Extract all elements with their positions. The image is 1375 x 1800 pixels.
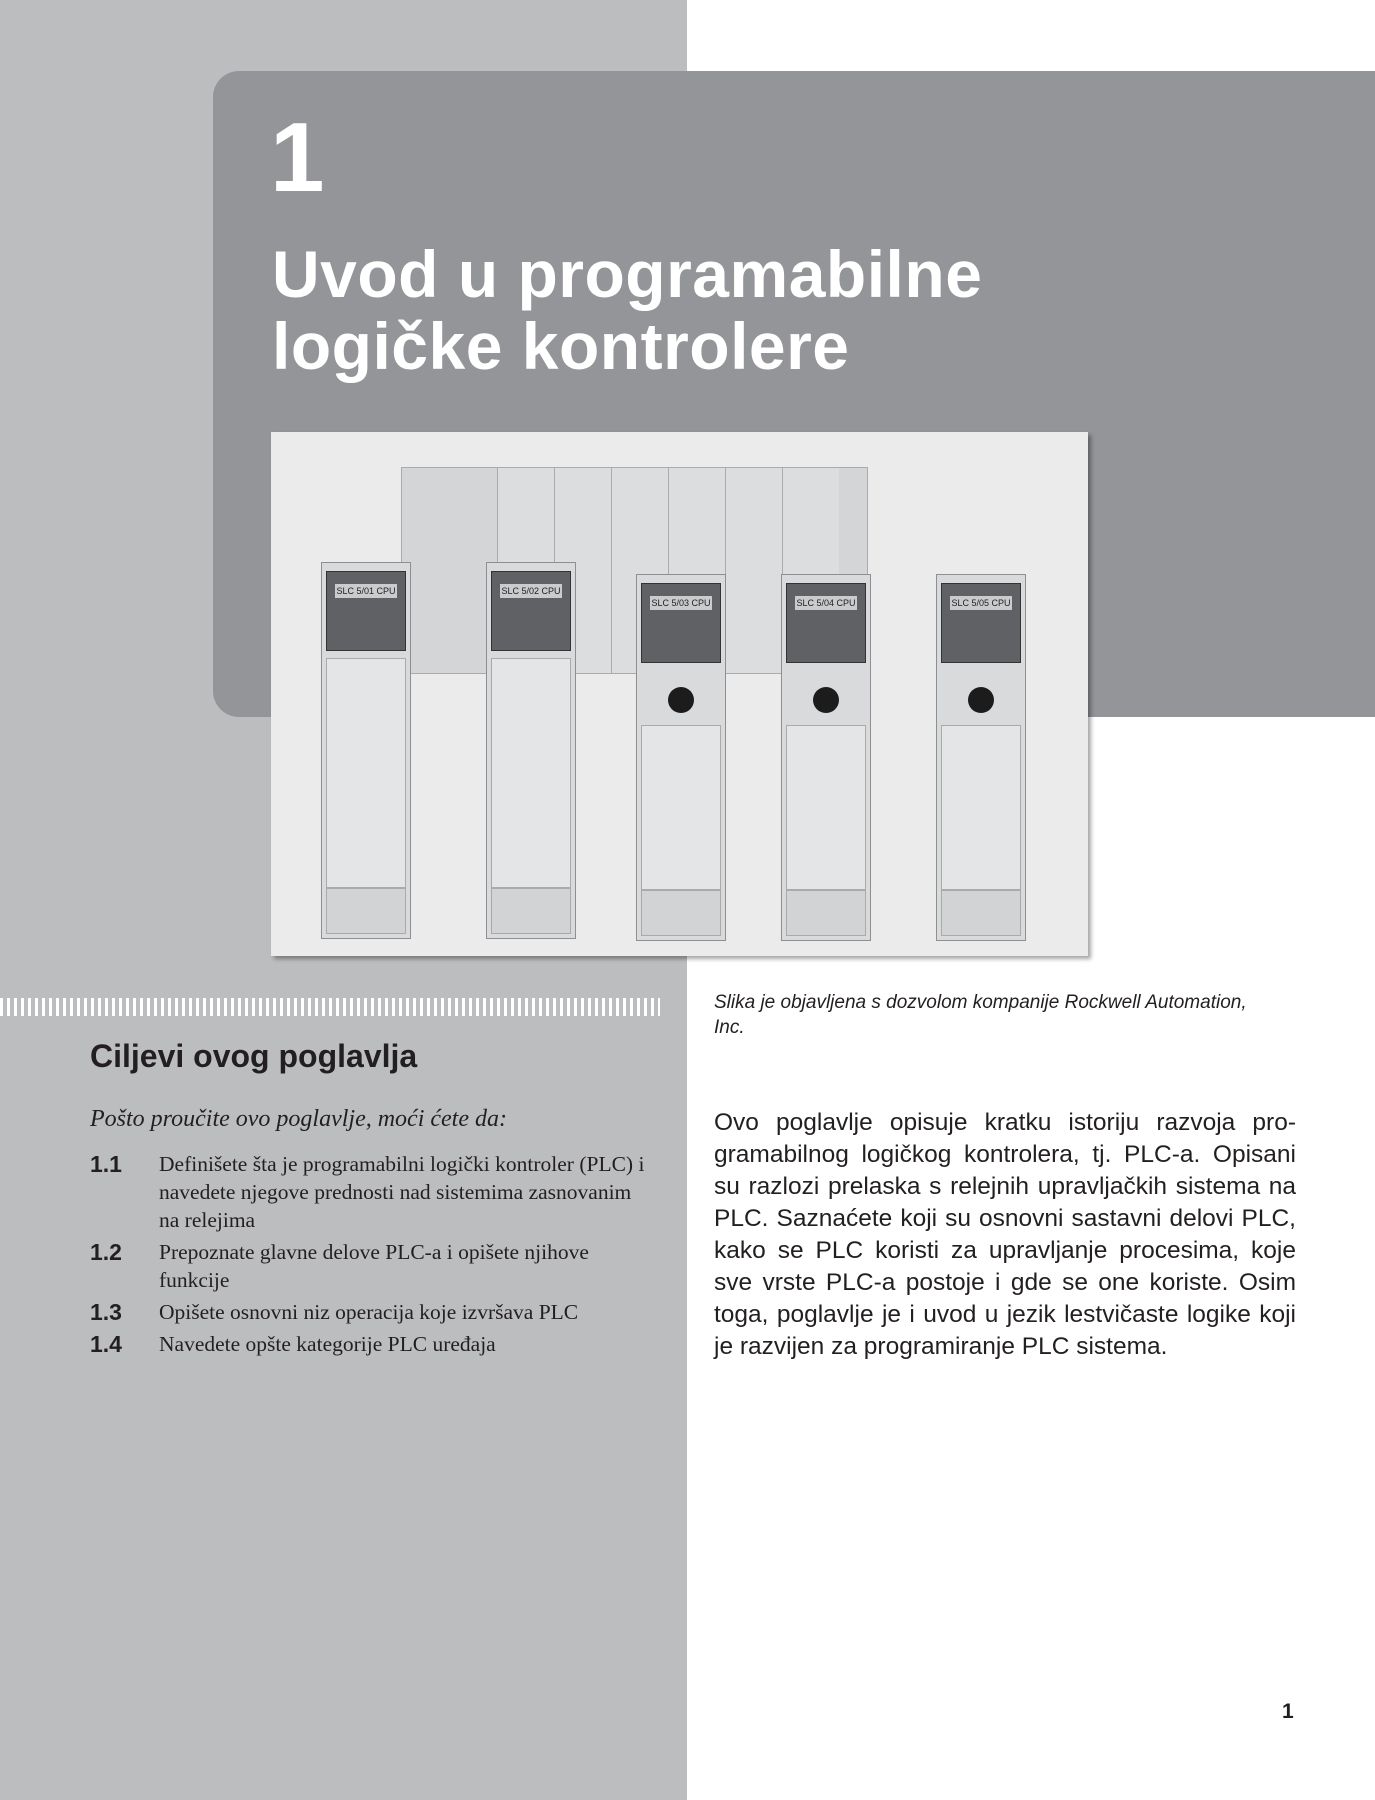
objectives-list	[90, 1150, 650, 1362]
page-number: 1	[1282, 1700, 1294, 1723]
plc-module: SLC 5/04 CPU	[781, 574, 871, 941]
objective-item: 1.3 Opišete osnovni niz operacija koje izvršava PLC	[90, 1299, 579, 1325]
objectives-heading: Ciljevi ovog poglavlja	[90, 1038, 418, 1074]
plc-photo	[271, 432, 1088, 956]
photo-caption: Slika je objavljena s dozvolom kompanije Rockwell Automation, Inc.	[714, 992, 1247, 1038]
plc-module: SLC 5/05 CPU	[936, 574, 1026, 941]
chapter-number: 1	[270, 102, 325, 212]
chapter-title	[272, 238, 982, 382]
plc-module: SLC 5/01 CPU	[321, 562, 411, 939]
plc-module: SLC 5/02 CPU	[486, 562, 576, 939]
decorative-stripes	[0, 998, 660, 1016]
chapter-title-line2: logičke kontrolere	[272, 309, 850, 383]
plc-module: SLC 5/03 CPU	[636, 574, 726, 941]
chapter-title-line1: Uvod u programabilne	[272, 237, 983, 311]
objective-item: 1.2 Prepoznate glavne delove PLC-a i opišete njihove funkcije	[90, 1239, 589, 1292]
objective-item: 1.1 Definišete šta je programabilni logički kontroler (PLC) i navedete njegove prednosti nad sistemima zasnovanim na relejima	[90, 1151, 645, 1232]
chapter-intro-paragraph: Ovo poglavlje opisuje kratku istoriju razvoja programabilnog logičkog kontrolera, tj. PLC-a. Opisani su razlozi prelaska s relejnih upravljačkih sistema na PLC. Saznaćete koji su osnovni sastavni delovi PLC, kako se PLC koristi za upravljanje procesima, koje sve vrste PLC-a postoje i gde se one koriste. Osim toga, poglavlje je i uvod u jezik lestvičaste logike koji je razvijen za programiranje PLC sistema.	[714, 1109, 1296, 1360]
objectives-intro: Pošto proučite ovo poglavlje, moći ćete da:	[90, 1106, 507, 1132]
objective-item: 1.4 Navedete opšte kategorije PLC uređaja	[90, 1331, 496, 1357]
